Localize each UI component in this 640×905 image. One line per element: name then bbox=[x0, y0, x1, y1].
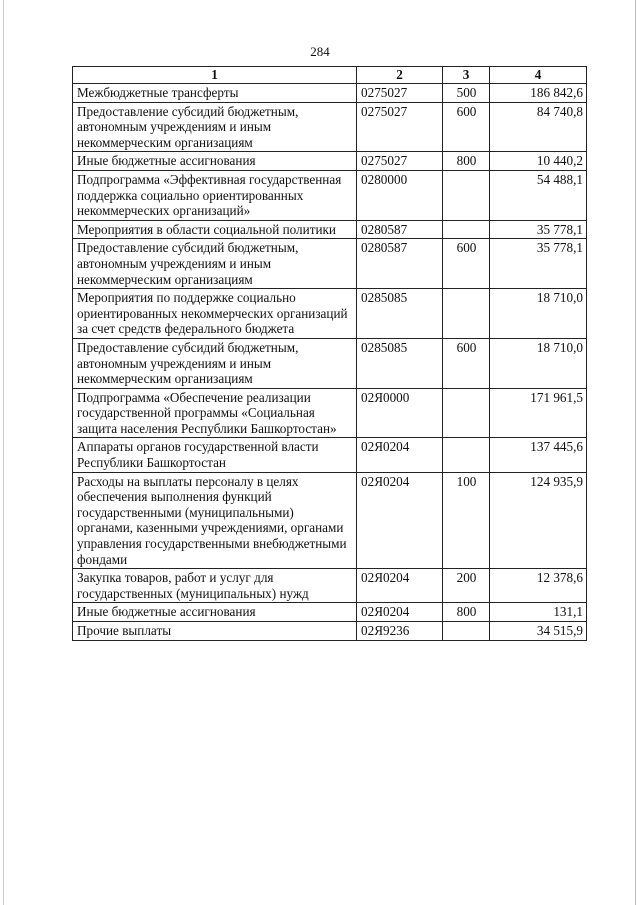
row-amount-cell: 171 961,5 bbox=[490, 388, 587, 438]
row-name-cell: Предоставление субсидий бюджетным, автономным учреждениям и иным некоммерческим организациям bbox=[73, 338, 357, 388]
row-code-cell: 0275027 bbox=[357, 84, 443, 103]
row-name-cell: Межбюджетные трансферты bbox=[73, 84, 357, 103]
row-amount-cell: 54 488,1 bbox=[490, 170, 587, 220]
table-row bbox=[73, 338, 587, 388]
table-body bbox=[73, 84, 587, 641]
scan-edge-right bbox=[635, 0, 636, 905]
header-col-3: 3 bbox=[443, 67, 490, 84]
row-code-cell: 0285085 bbox=[357, 289, 443, 339]
row-type-cell: 800 bbox=[443, 603, 490, 622]
row-type-cell: 500 bbox=[443, 84, 490, 103]
row-code-cell: 0275027 bbox=[357, 152, 443, 171]
header-col-4: 4 bbox=[490, 67, 587, 84]
row-amount-cell: 18 710,0 bbox=[490, 289, 587, 339]
row-code-cell: 02Я0204 bbox=[357, 603, 443, 622]
page-number: 284 bbox=[310, 44, 330, 59]
row-name-cell: Предоставление субсидий бюджетным, автономным учреждениям и иным некоммерческим организациям bbox=[73, 102, 357, 152]
row-type-cell: 800 bbox=[443, 152, 490, 171]
table-row bbox=[73, 102, 587, 152]
row-code-cell: 02Я9236 bbox=[357, 622, 443, 641]
row-name-cell: Иные бюджетные ассигнования bbox=[73, 152, 357, 171]
table-row bbox=[73, 569, 587, 603]
row-amount-cell: 18 710,0 bbox=[490, 338, 587, 388]
row-name-cell: Мероприятия по поддержке социально ориентированных некоммерческих организаций за счет средств федерального бюджета bbox=[73, 289, 357, 339]
row-code-cell: 02Я0204 bbox=[357, 472, 443, 569]
row-type-cell bbox=[443, 388, 490, 438]
scan-edge-left bbox=[3, 0, 4, 905]
row-code-cell: 02Я0204 bbox=[357, 438, 443, 472]
table-row bbox=[73, 438, 587, 472]
header-col-1: 1 bbox=[73, 67, 357, 84]
row-code-cell: 0280587 bbox=[357, 220, 443, 239]
row-amount-cell: 12 378,6 bbox=[490, 569, 587, 603]
row-code-cell: 0275027 bbox=[357, 102, 443, 152]
header-col-2: 2 bbox=[357, 67, 443, 84]
row-name-cell: Аппараты органов государственной власти Республики Башкортостан bbox=[73, 438, 357, 472]
table-row bbox=[73, 622, 587, 641]
row-amount-cell: 131,1 bbox=[490, 603, 587, 622]
row-name-cell: Закупка товаров, работ и услуг для государственных (муниципальных) нужд bbox=[73, 569, 357, 603]
table-row bbox=[73, 603, 587, 622]
row-amount-cell: 124 935,9 bbox=[490, 472, 587, 569]
row-name-cell: Расходы на выплаты персоналу в целях обеспечения выполнения функций государственными (муниципальными) органами, казенными учреждениями, органами управления государственными внебюджетными фондами bbox=[73, 472, 357, 569]
table-row bbox=[73, 170, 587, 220]
table-row bbox=[73, 289, 587, 339]
row-amount-cell: 137 445,6 bbox=[490, 438, 587, 472]
row-type-cell: 600 bbox=[443, 338, 490, 388]
row-code-cell: 0280000 bbox=[357, 170, 443, 220]
row-amount-cell: 35 778,1 bbox=[490, 220, 587, 239]
row-type-cell bbox=[443, 289, 490, 339]
row-name-cell: Подпрограмма «Обеспечение реализации государственной программы «Социальная защита населения Республики Башкортостан» bbox=[73, 388, 357, 438]
row-name-cell: Предоставление субсидий бюджетным, автономным учреждениям и иным некоммерческим организациям bbox=[73, 239, 357, 289]
table-row bbox=[73, 239, 587, 289]
row-amount-cell: 84 740,8 bbox=[490, 102, 587, 152]
row-type-cell bbox=[443, 220, 490, 239]
table-row bbox=[73, 388, 587, 438]
row-code-cell: 02Я0204 bbox=[357, 569, 443, 603]
row-code-cell: 0280587 bbox=[357, 239, 443, 289]
table-row bbox=[73, 152, 587, 171]
row-type-cell: 200 bbox=[443, 569, 490, 603]
row-amount-cell: 10 440,2 bbox=[490, 152, 587, 171]
row-code-cell: 02Я0000 bbox=[357, 388, 443, 438]
table-row bbox=[73, 472, 587, 569]
row-name-cell: Подпрограмма «Эффективная государственная поддержка социально ориентированных некоммерческих организаций» bbox=[73, 170, 357, 220]
row-amount-cell: 35 778,1 bbox=[490, 239, 587, 289]
row-code-cell: 0285085 bbox=[357, 338, 443, 388]
row-name-cell: Иные бюджетные ассигнования bbox=[73, 603, 357, 622]
row-name-cell: Мероприятия в области социальной политики bbox=[73, 220, 357, 239]
table-row bbox=[73, 220, 587, 239]
row-amount-cell: 186 842,6 bbox=[490, 84, 587, 103]
row-type-cell bbox=[443, 438, 490, 472]
row-type-cell: 100 bbox=[443, 472, 490, 569]
table-row bbox=[73, 84, 587, 103]
row-type-cell: 600 bbox=[443, 239, 490, 289]
budget-table bbox=[72, 66, 587, 641]
row-name-cell: Прочие выплаты bbox=[73, 622, 357, 641]
row-type-cell bbox=[443, 622, 490, 641]
row-type-cell bbox=[443, 170, 490, 220]
row-amount-cell: 34 515,9 bbox=[490, 622, 587, 641]
row-type-cell: 600 bbox=[443, 102, 490, 152]
table-header-row bbox=[73, 67, 587, 84]
